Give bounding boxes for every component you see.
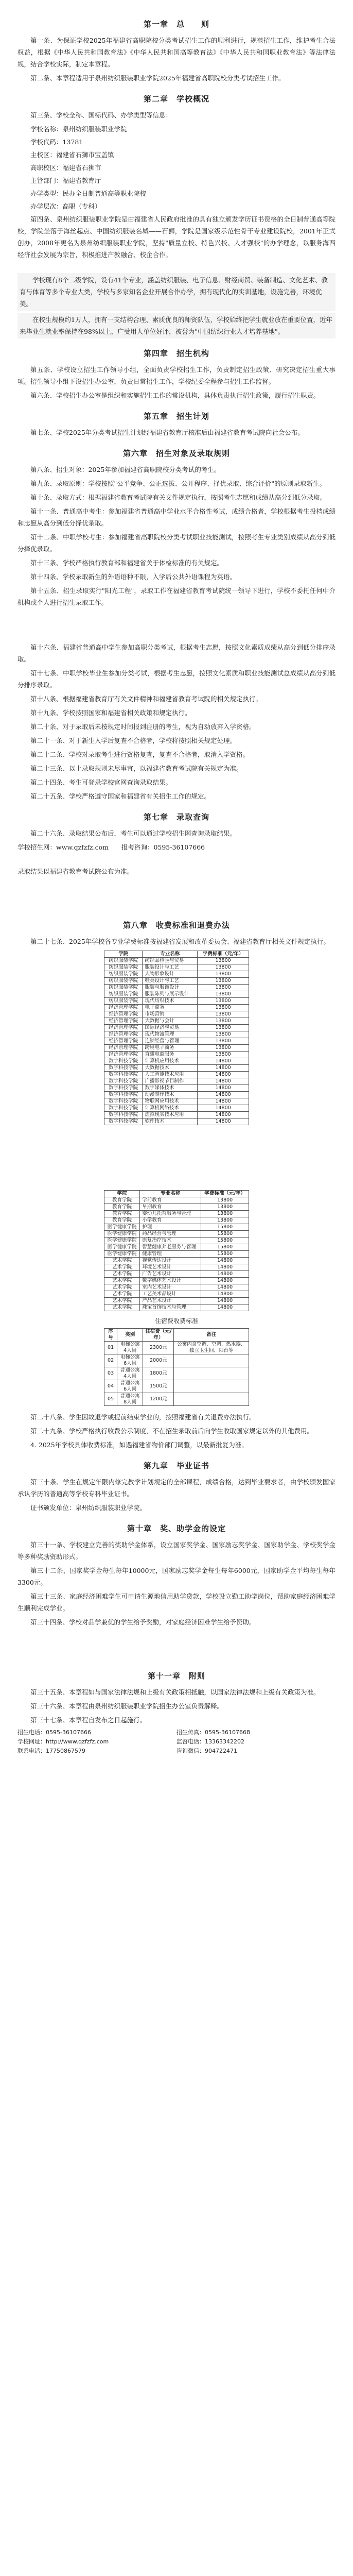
table-cell: 医学健康学院	[104, 1251, 140, 1258]
table-cell: 大数据与会计	[143, 1018, 198, 1025]
table-cell: 艺术学院	[104, 1298, 140, 1304]
accommodation-fee-table	[104, 1328, 249, 1406]
table-cell: 虚拟现实技术应用	[143, 1112, 198, 1118]
table-cell: 经济管理学院	[104, 1005, 143, 1011]
table-cell: 数字媒体技术	[143, 1085, 198, 1092]
table-cell: 14800	[198, 1112, 249, 1118]
article-paragraph: 第十九条、学校按照国家和福建省相关政策和规定执行。	[30, 709, 191, 717]
school-info-item: 高职校区：福建省石狮市	[30, 164, 101, 172]
article-paragraph: 第三十条、学生在规定年限内修完教学计划规定的全部课程，成绩合格，达到毕业要求者，由学校颁发国家承认学历的普通高等学校专科毕业证书。	[17, 1478, 336, 1498]
table-cell: 14800	[198, 1072, 249, 1078]
contact-item: 招生电话：0595-36107666	[17, 1729, 91, 1736]
table-cell: 15800	[201, 1244, 249, 1251]
table-row	[104, 1025, 249, 1031]
table-cell: 计算机应用技术	[143, 1058, 198, 1065]
table-row	[104, 1298, 249, 1304]
table-cell: 14800	[201, 1258, 249, 1264]
article-paragraph: 第十二条、中职学校考生：参加福建省高职院校分类考试职业技能测试，按照考生专业类别成绩从高分到低分择优录取。	[17, 533, 336, 553]
table-cell: 公寓内含空调、空调、热水器、独立卫生间、阳台等	[174, 1342, 249, 1354]
table-cell: 普通公寓8人间	[117, 1393, 143, 1406]
table-cell: 14800	[201, 1304, 249, 1311]
article-paragraph: 第八条、招生对象：2025年参加福建省高职院校分类考试的考生。	[30, 466, 221, 473]
table-cell: 教育学院	[104, 1217, 140, 1224]
table-cell: 13800	[198, 991, 249, 998]
chapter-5-title: 第五章 招生计划	[143, 412, 209, 421]
table-row	[104, 1098, 249, 1105]
table-cell: 经济管理学院	[104, 1045, 143, 1052]
article-paragraph: 第三十三条、家庭经济困难学生可申请生源地信用助学贷款，学校设立勤工助学岗位，帮助家庭经济困难学生顺利完成学业。	[17, 1592, 336, 1612]
table-cell: 服装与服饰设计	[143, 985, 198, 991]
table-cell: 市场营销	[143, 1011, 198, 1018]
table-cell: 13800	[201, 1197, 249, 1204]
table-cell: 14800	[198, 1118, 249, 1125]
table-cell: 数字科技学院	[104, 1078, 143, 1085]
contact-info-block	[17, 1728, 336, 1756]
table-row	[104, 1211, 249, 1217]
article-paragraph: 第二十九条、学校严格执行收费公示制度，不在招生录取前后向学生收取国家规定以外的其他费用。	[30, 1427, 314, 1435]
table-header: 序号	[104, 1329, 117, 1342]
chapter-10-title: 第十章 奖、助学金的设定	[127, 1524, 226, 1533]
contact-item: 联系电话：17750867579	[17, 1748, 85, 1754]
table-cell: 13800	[198, 978, 249, 985]
table-cell: 普通公寓6人间	[117, 1380, 143, 1393]
table-cell: 电子商务	[143, 1005, 198, 1011]
article-paragraph: 证书颁发单位：泉州纺织服装职业学院。	[30, 1504, 147, 1512]
table-cell: 护理	[140, 1224, 201, 1231]
table-row	[104, 1354, 249, 1367]
table-cell: 13800	[201, 1204, 249, 1211]
article-paragraph: 第二十六条、录取结果公布后，考生可以通过学校招生网查询录取结果。	[30, 829, 237, 837]
table-cell: 14800	[201, 1264, 249, 1271]
table-cell: 工艺美术品设计	[140, 1291, 201, 1298]
table-cell: 视觉传达设计	[140, 1258, 201, 1264]
article-paragraph: 第十三条、学校严格执行教育部和福建省关于体检标准的有关规定。	[30, 559, 224, 567]
article-paragraph: 第十四条、学校录取新生的外语语种不限，入学后公共外语课程为英语。	[30, 573, 237, 581]
table-row	[104, 1072, 249, 1078]
table-cell: 智慧健康养老服务与管理	[140, 1244, 201, 1251]
chapter-9-title: 第九章 毕业证书	[143, 1461, 209, 1470]
article-paragraph: 第十七条、中职学校毕业生参加分类考试，根据考生志愿，按照文化素质和职业技能测试总成绩从高分到低分排序录取。	[17, 669, 336, 689]
table-header: 住宿费（元/年）	[143, 1329, 174, 1342]
table-cell: 电梯公寓6人间	[117, 1354, 143, 1367]
table-cell: 室内艺术设计	[140, 1284, 201, 1291]
contact-item: 招生传真：0595-36107668	[177, 1729, 250, 1736]
table-cell: 健康管理	[140, 1251, 201, 1258]
table-cell: 13800	[198, 1038, 249, 1045]
article-paragraph: 第三十五条、本章程如与国家法律法规和上级有关政策相抵触，以国家法律法规和上级有关政策为准。	[30, 1688, 320, 1696]
table-cell: 数字科技学院	[104, 1085, 143, 1092]
table-row	[104, 1045, 249, 1052]
table-cell: 数字科技学院	[104, 1105, 143, 1112]
table-cell: 1800元	[143, 1367, 174, 1380]
table-cell: 14800	[198, 1078, 249, 1085]
article-paragraph: 第二十八条、学生因故退学或提前结束学业的，按照福建省有关退费办法执行。	[30, 1413, 256, 1421]
table-row	[104, 978, 249, 985]
table-cell: 13800	[198, 998, 249, 1005]
table-cell: 1500元	[143, 1380, 174, 1393]
table-row	[104, 1105, 249, 1112]
table-cell: 现代纺织技术	[143, 998, 198, 1005]
table-cell: 动漫制作技术	[143, 1092, 198, 1098]
table-cell: 现代物流管理	[143, 1031, 198, 1038]
table-row	[104, 1085, 249, 1092]
table-cell: 产品艺术设计	[140, 1298, 201, 1304]
table-cell: 数字科技学院	[104, 1058, 143, 1065]
table-cell: 数字媒体艺术设计	[140, 1278, 201, 1284]
table-cell: 鞋类设计与工艺	[143, 978, 198, 985]
table-cell: 物联网应用技术	[143, 1098, 198, 1105]
table-cell: 13800	[198, 1011, 249, 1018]
contact-item[interactable]: 学校网址：http://www.qzfzfz.com	[17, 1738, 109, 1745]
table-cell: 药品经营与管理	[140, 1231, 201, 1238]
table-cell: 大数据技术	[143, 1065, 198, 1072]
table-cell: 13800	[201, 1217, 249, 1224]
table-row	[104, 1018, 249, 1025]
table-header: 专业名称	[143, 951, 198, 958]
table-cell: 13800	[198, 1031, 249, 1038]
table-cell: 14800	[201, 1278, 249, 1284]
table-cell: 数字科技学院	[104, 1118, 143, 1125]
table-cell: 艺术学院	[104, 1304, 140, 1311]
table-cell: 13800	[198, 1005, 249, 1011]
table-cell: 04	[104, 1380, 117, 1393]
table-row	[104, 1112, 249, 1118]
school-info-item: 主管部门：福建省教育厅	[30, 177, 101, 184]
table-row	[104, 971, 249, 978]
table-cell: 13800	[198, 985, 249, 991]
table-row	[104, 1393, 249, 1406]
table-cell: 13800	[198, 1052, 249, 1058]
table-cell: 婴幼儿托育服务与管理	[140, 1211, 201, 1217]
table-row	[104, 1291, 249, 1298]
article-paragraph: 第二十条、对于录取后未按规定时间报到注册的考生，视为自动放弃入学资格。	[30, 723, 256, 731]
table-row	[104, 1217, 249, 1224]
table-cell: 艺术学院	[104, 1291, 140, 1298]
article-paragraph: 第二十五条、学校严格遵守国家和福建省有关招生工作的规定。	[30, 792, 211, 800]
school-info-item: 办学层次：高职（专科）	[30, 202, 101, 210]
article-paragraph: 4. 2025年学校具体收费标准，如遇福建省物价部门调整，以最新批复为准。	[30, 1441, 248, 1449]
table-cell: 教育学院	[104, 1197, 140, 1204]
table-cell: 14800	[201, 1298, 249, 1304]
table-row	[104, 1342, 249, 1354]
article-paragraph: 第五条、学校设立招生工作领导小组，全面负责学校招生工作，负责制定招生政策、研究决定招生重大事项。招生领导小组下设招生办公室，负责日常招生工作，学校纪委全程参与招生工作监督。	[17, 366, 336, 385]
contact-item: 咨询微信：904722471	[177, 1748, 237, 1754]
article-paragraph: 第六条、学校招生办公室是组织和实施招生工作的常设机构，具体负责执行招生政策，履行招生职责。	[30, 392, 320, 399]
tuition-table-1	[104, 951, 249, 1125]
table-cell: 02	[104, 1354, 117, 1367]
table-cell: 珠宝首饰技术与管理	[140, 1304, 201, 1311]
article-paragraph: 第四条、泉州纺织服装职业学院是由福建省人民政府批准的具有独立颁发学历证书资格的全日制普通高等院校，学院坐落于海丝起点、中国纺织服装名城——石狮，学院是国家级示范性骨干专业建设院校，2001年正式创办，2008年更名为泉州纺织服装职业学院，坚持"质量立校、特色兴校、人才强校"的办学理念，以服务海西经济社会发展为宗旨，积极推进产教融合、校企合作。	[17, 215, 336, 259]
table-cell: 数字科技学院	[104, 1092, 143, 1098]
table-cell: 艺术学院	[104, 1271, 140, 1278]
article-paragraph: 第十八条、根据福建省教育厅有关文件精神和福建省教育考试院的相关规定执行。	[30, 695, 262, 703]
tuition-table-2	[104, 1190, 249, 1311]
table-cell: 纺织服装学院	[104, 958, 143, 964]
table-cell: 1200元	[143, 1393, 174, 1406]
table-row	[104, 985, 249, 991]
table-cell: 数字科技学院	[104, 1098, 143, 1105]
school-info-item: 主校区：福建省石狮市宝盖镇	[30, 151, 114, 159]
table-cell: 纺织服装学院	[104, 964, 143, 971]
table-cell: 15800	[201, 1231, 249, 1238]
article-paragraph: 第二十七条、2025年学校各专业学费标准按福建省发展和改革委员会、福建省教育厅相关文件规定执行。	[30, 938, 330, 945]
table-row	[104, 1380, 249, 1393]
article-paragraph: 第三十一条、学校建立完善的奖助学金体系，设立国家奖学金、国家励志奖学金、国家助学金、学校奖学金等多种奖励资助形式。	[17, 1541, 336, 1561]
table-cell: 纺织服装学院	[104, 991, 143, 998]
table-row	[104, 1092, 249, 1098]
table-cell: 医学健康学院	[104, 1238, 140, 1244]
table-cell: 国际经济与贸易	[143, 1025, 198, 1031]
article-paragraph: 第三十七条、本章程自发布之日起施行。	[30, 1716, 147, 1724]
table-cell: 14800	[201, 1271, 249, 1278]
table-cell: 纺织服装学院	[104, 978, 143, 985]
table-cell: 计算机网络技术	[143, 1105, 198, 1112]
chapter-7-title: 第七章 录取查询	[143, 812, 209, 822]
table-cell: 数字科技学院	[104, 1065, 143, 1072]
table-cell: 人工智能技术应用	[143, 1072, 198, 1078]
table-row	[104, 1278, 249, 1284]
table-cell: 艺术学院	[104, 1264, 140, 1271]
table-row	[104, 1011, 249, 1018]
table-header: 学费标准（元/年）	[198, 951, 249, 958]
table-header: 专业名称	[140, 1191, 201, 1197]
table-header: 备注	[174, 1329, 249, 1342]
table-cell	[174, 1380, 249, 1393]
table-cell: 14800	[198, 1105, 249, 1112]
table-cell: 软件技术	[143, 1118, 198, 1125]
chapter-4-title: 第四章 招生机构	[143, 349, 209, 358]
article-paragraph: 第二十三条、以上录取规则未尽事宜，以福建省教育考试院有关规定为准。	[30, 765, 243, 772]
chapter-11-title: 第十一章 附则	[147, 1671, 205, 1681]
table-cell: 广播影视节目制作	[143, 1078, 198, 1085]
table-row	[104, 1118, 249, 1125]
table-row	[104, 1005, 249, 1011]
table-caption: 住宿费收费标准	[154, 1317, 198, 1325]
table-row	[104, 1038, 249, 1045]
article-paragraph: 第十条、录取方式：根据福建省教育考试院有关文件规定执行，按照考生志愿和成绩从高分到低分录取。	[30, 494, 327, 501]
table-cell: 经济管理学院	[104, 1018, 143, 1025]
table-header: 学院	[104, 1191, 140, 1197]
table-cell	[174, 1393, 249, 1406]
table-row	[104, 1284, 249, 1291]
table-cell: 纺织服装学院	[104, 971, 143, 978]
table-cell: 早期教育	[140, 1204, 201, 1211]
chapter-8-title: 第八章 收费标准和退费办法	[122, 921, 230, 930]
table-cell: 纺织品检验与贸易	[143, 958, 198, 964]
table-cell: 纺织服装学院	[104, 998, 143, 1005]
table-cell: 经济管理学院	[104, 1038, 143, 1045]
article-paragraph: 录取结果以福建省教育考试院公布为准。	[17, 868, 134, 875]
table-row	[104, 1264, 249, 1271]
school-info-item: 办学类型：民办全日制普通高等职业院校	[30, 190, 147, 197]
table-cell: 艺术学院	[104, 1278, 140, 1284]
article-paragraph: 学校现有8个二级学院，设有41个专业，涵盖纺织服装、电子信息、财经商贸、装备制造、文化艺术、教育与体育等多个专业大类，学校与多家知名企业开展合作办学，拥有现代化的实训基地，设施完善，环境优美。	[17, 273, 336, 311]
chapter-1-title: 第一章 总 则	[143, 20, 209, 29]
table-row	[104, 1367, 249, 1380]
table-cell: 连锁经营与管理	[143, 1038, 198, 1045]
school-info-item: 学校名称：泉州纺织服装职业学院	[30, 125, 127, 133]
table-cell: 普通公寓4人间	[117, 1367, 143, 1380]
table-cell: 03	[104, 1367, 117, 1380]
table-cell: 经济管理学院	[104, 1052, 143, 1058]
article-paragraph: 第十六条、福建省普通高中学生参加高职分类考试，根据考生志愿，按照文化素质成绩从高分到低分排序录取。	[17, 643, 336, 663]
table-cell: 05	[104, 1393, 117, 1406]
article-paragraph: 第二十二条、学校对录取考生进行资格复查，复查不合格者，取消入学资格。	[30, 751, 250, 758]
table-cell: 医学健康学院	[104, 1244, 140, 1251]
table-cell: 14800	[198, 1058, 249, 1065]
table-cell: 13800	[198, 971, 249, 978]
table-cell: 跨境电子商务	[143, 1045, 198, 1052]
article-paragraph: 第九条、录取原则：学校按照"公平竞争、公正选拔、公开程序、择优录取、综合评价"的原则录取新生。	[30, 480, 326, 487]
table-row	[104, 1031, 249, 1038]
table-cell: 小学教育	[140, 1217, 201, 1224]
table-row	[104, 1238, 249, 1244]
table-cell	[174, 1367, 249, 1380]
table-cell: 数字科技学院	[104, 1072, 143, 1078]
table-cell: 环境艺术设计	[140, 1264, 201, 1271]
table-cell: 教育学院	[104, 1204, 140, 1211]
table-cell: 13800	[198, 958, 249, 964]
table-cell: 14800	[201, 1284, 249, 1291]
table-cell: 2000元	[143, 1354, 174, 1367]
article-paragraph: 第三十六条、本章程由泉州纺织服装职业学院招生办公室负责解释。	[30, 1702, 224, 1710]
table-row	[104, 958, 249, 964]
table-row	[104, 1251, 249, 1258]
table-row	[104, 964, 249, 971]
table-cell: 15800	[201, 1224, 249, 1231]
table-row	[104, 998, 249, 1005]
table-cell	[174, 1354, 249, 1367]
table-row	[104, 1304, 249, 1311]
article-paragraph: 第二十一条、对于新生入学后复查不合格者，学校将按照相关规定处理。	[30, 737, 237, 744]
table-row	[104, 1271, 249, 1278]
table-header: 学费标准（元/年）	[201, 1191, 249, 1197]
table-cell: 纺织服装学院	[104, 985, 143, 991]
chapter-2-title: 第二章 学校概况	[143, 94, 209, 104]
table-row	[104, 1258, 249, 1264]
table-cell: 艺术学院	[104, 1258, 140, 1264]
table-cell: 01	[104, 1342, 117, 1354]
table-row	[104, 1224, 249, 1231]
table-row	[104, 1058, 249, 1065]
article-paragraph: 第三十二条、国家奖学金每生每年10000元，国家励志奖学金每生每年6000元，国家助学金平均每生每年3300元。	[17, 1567, 336, 1586]
table-cell: 13800	[201, 1211, 249, 1217]
table-cell: 康复治疗技术	[140, 1238, 201, 1244]
chapter-6-title: 第六章 招生对象及录取规则	[122, 449, 230, 458]
table-row	[104, 1078, 249, 1085]
table-cell: 电梯公寓4人间	[117, 1342, 143, 1354]
table-cell: 艺术学院	[104, 1284, 140, 1291]
table-cell: 14800	[198, 1085, 249, 1092]
table-cell: 15800	[201, 1251, 249, 1258]
article-paragraph: 第七条、学校2025年分类考试招生计划经福建省教育厅核准后由福建省教育考试院向社会公布。	[30, 429, 304, 436]
table-cell: 广告艺术设计	[140, 1271, 201, 1278]
table-cell: 13800	[198, 1018, 249, 1025]
table-cell: 教育学院	[104, 1211, 140, 1217]
table-cell: 直播电商服务	[143, 1052, 198, 1058]
table-cell: 数字科技学院	[104, 1112, 143, 1118]
table-cell: 14800	[198, 1065, 249, 1072]
table-cell: 13800	[198, 1045, 249, 1052]
table-header: 学院	[104, 951, 143, 958]
table-header: 类别	[117, 1329, 143, 1342]
table-row	[104, 1052, 249, 1058]
table-cell: 经济管理学院	[104, 1011, 143, 1018]
article-paragraph: 第二十四条、考生可登录学校官网查询录取结果。	[30, 778, 172, 786]
table-cell: 14800	[198, 1092, 249, 1098]
table-cell: 13800	[198, 964, 249, 971]
article-paragraph: 第三十四条、学校对品学兼优的学生给予奖励，对家庭经济困难学生给予资助。	[30, 1618, 256, 1626]
table-cell: 学前教育	[140, 1197, 201, 1204]
table-row	[104, 1244, 249, 1251]
article-paragraph: 第三条、学校全称、国标代码、办学类型等信息：	[30, 111, 172, 119]
table-cell: 14800	[201, 1291, 249, 1298]
table-row	[104, 1204, 249, 1211]
article-paragraph: 在校生规模约1万人，拥有一支结构合理、素质优良的师资队伍，学校始终把学生就业放在重要位置，近年来毕业生就业率保持在98%以上，广受用人单位好评，被誉为"中国纺织行业人才培养基地"。	[17, 313, 336, 338]
table-row	[104, 1197, 249, 1204]
article-paragraph: 第十五条、招生录取实行"阳光工程"，录取工作在福建省教育考试院统一领导下进行，学校不委托任何中介机构或个人进行招生录取工作。	[17, 587, 336, 606]
table-row	[104, 1231, 249, 1238]
table-cell: 经济管理学院	[104, 1031, 143, 1038]
table-cell: 服装陈列与展示设计	[143, 991, 198, 998]
article-paragraph: 第一条、为保证学校2025年福建省高职院校分类考试招生工作的顺利进行，规范招生工作，维护考生合法权益，根据《中华人民共和国教育法》《中华人民共和国高等教育法》《中华人民共和国职业教育法》等法律法规，结合学校实际，制定本章程。	[17, 37, 336, 68]
table-cell: 15800	[201, 1238, 249, 1244]
table-cell: 经济管理学院	[104, 1025, 143, 1031]
article-paragraph: 第二条、本章程适用于泉州纺织服装职业学院2025年福建省高职院校分类考试招生工作。	[30, 74, 285, 82]
contact-line: 学校招生网：www.qzfzfz.com 报考咨询：0595-36107666	[17, 843, 205, 851]
table-cell: 服装设计与工艺	[143, 964, 198, 971]
table-cell: 人物形象设计	[143, 971, 198, 978]
article-paragraph: 第十一条、普通高中考生：参加福建省普通高中学业水平合格性考试，成绩合格者，学校根据考生投档成绩和志愿从高分到低分择优录取。	[17, 507, 336, 527]
school-info-item: 学校代码：13781	[30, 138, 83, 146]
table-cell: 13800	[198, 1025, 249, 1031]
table-cell: 14800	[198, 1098, 249, 1105]
contact-item: 监督电话：13363342202	[177, 1738, 244, 1745]
table-row	[104, 1065, 249, 1072]
table-row	[104, 991, 249, 998]
table-cell: 医学健康学院	[104, 1224, 140, 1231]
table-cell: 医学健康学院	[104, 1231, 140, 1238]
table-cell: 2300元	[143, 1342, 174, 1354]
